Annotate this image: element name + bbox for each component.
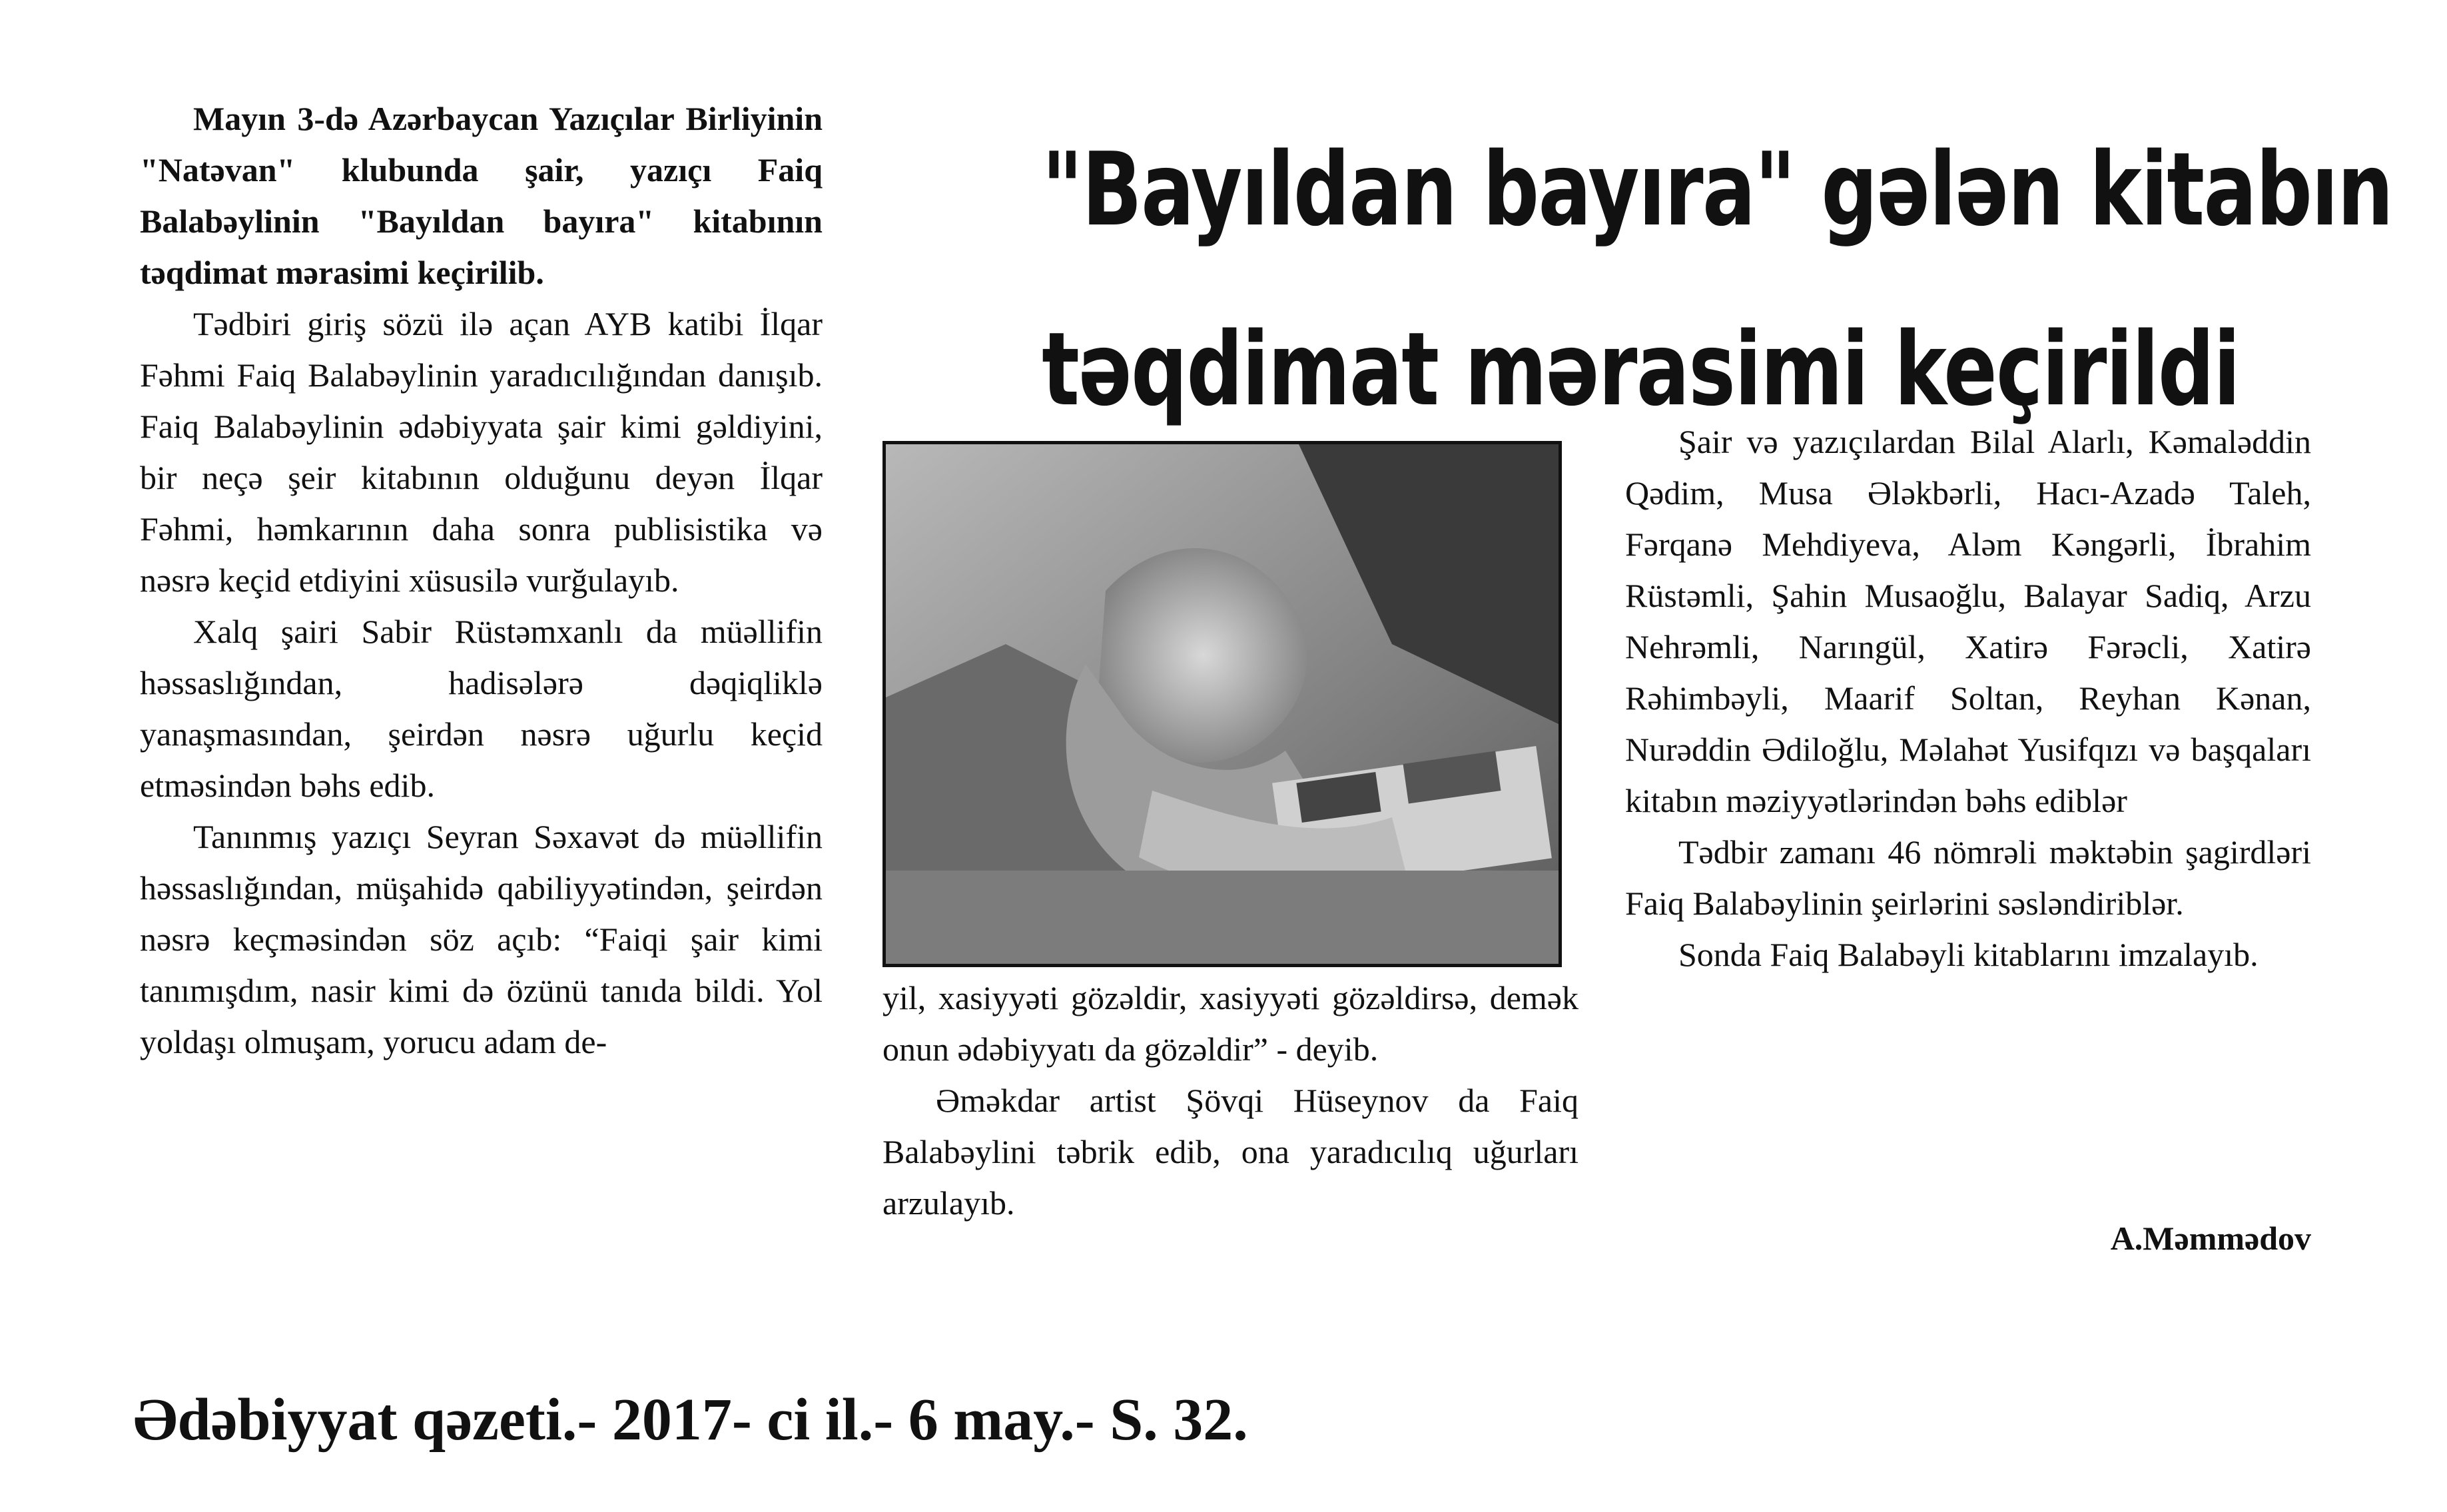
headline-line-1: "Bayıldan bayıra" gələn kitabın [1042,131,2393,248]
paragraph: Sonda Faiq Balabəyli kitablarını imzalayıb. [1678,936,2259,973]
paragraph: Tanınmış yazıçı Seyran Səxavət də müəllifin həssaslığından, müşahidə qabiliyyətindən, şeirdən nəsrə keçməsindən söz açıb: “Faiqi şair kimi tanımışdım, nasir kimi də özünü tanıda bildi. Yol yoldaşı olmuşam, yorucu adam de- [140,818,823,1060]
paragraph: Xalq şairi Sabir Rüstəmxanlı da müəllifin həssaslığından, hadisələrə dəqiqliklə yanaşmasından, şeirdən nəsrə uğurlu keçid etməsindən bəhs edib. [140,613,823,804]
article-column-2 [882,972,1578,1229]
paragraph: Şair və yazıçılardan Bilal Alarlı, Kəmaləddin Qədim, Musa Ələkbərli, Hacı-Azadə Taleh, Fərqanə Mehdiyeva, Aləm Kəngərli, İbrahim Rüstəmli, Şahin Musaoğlu, Balayar Sadiq, Arzu Nehrəmli, Narıngül, Xatirə Fərəcli, Xatirə Rəhimbəyli, Maarif Soltan, Reyhan Kənan, Nurəddin Ədiloğlu, Məlahət Yusifqızı və başqaları kitabın məziyyətlərindən bəhs ediblər [1625,423,2311,819]
article-column-3 [1625,416,2311,980]
paragraph: Əməkdar artist Şövqi Hüseynov da Faiq Balabəylini təbrik edib, ona yaradıcılıq uğurları arzulayıb. [882,1082,1578,1222]
source-citation: Ədəbiyyat qəzeti.- 2017- ci il.- 6 may.- S. 32. [133,1387,1248,1453]
photo-image [886,444,1559,964]
article-byline: A.Məmmədov [2110,1220,2311,1257]
headline-line-2: təqdimat mərasimi keçirildi [1042,310,2240,428]
paragraph: Tədbiri giriş sözü ilə açan AYB katibi İlqar Fəhmi Faiq Balabəylinin yaradıcılığından danışıb. Faiq Balabəylinin ədəbiyyata şair kimi gəldiyini, bir neçə şeir kitabının olduğunu deyən İlqar Fəhmi, həmkarının daha sonra publisistika və nəsrə keçid etdiyini xüsusilə vurğulayıb. [140,305,823,599]
paragraph: yil, xasiyyəti gözəldir, xasiyyəti gözəldirsə, demək onun ədəbiyyatı da gözəldir” - deyib. [882,979,1578,1068]
article-headline [1042,100,2393,460]
paragraph: Tədbir zamanı 46 nömrəli məktəbin şagirdləri Faiq Balabəylinin şeirlərini səsləndiriblər. [1625,833,2311,922]
article-photo [882,441,1562,967]
article-lead: Mayın 3-də Azərbaycan Yazıçılar Birliyinin "Natəvan" klubunda şair, yazıçı Faiq Balabəylinin "Bayıldan bayıra" kitabının təqdimat mərasimi keçirilib. [140,100,823,291]
article-column-1 [140,93,823,1068]
